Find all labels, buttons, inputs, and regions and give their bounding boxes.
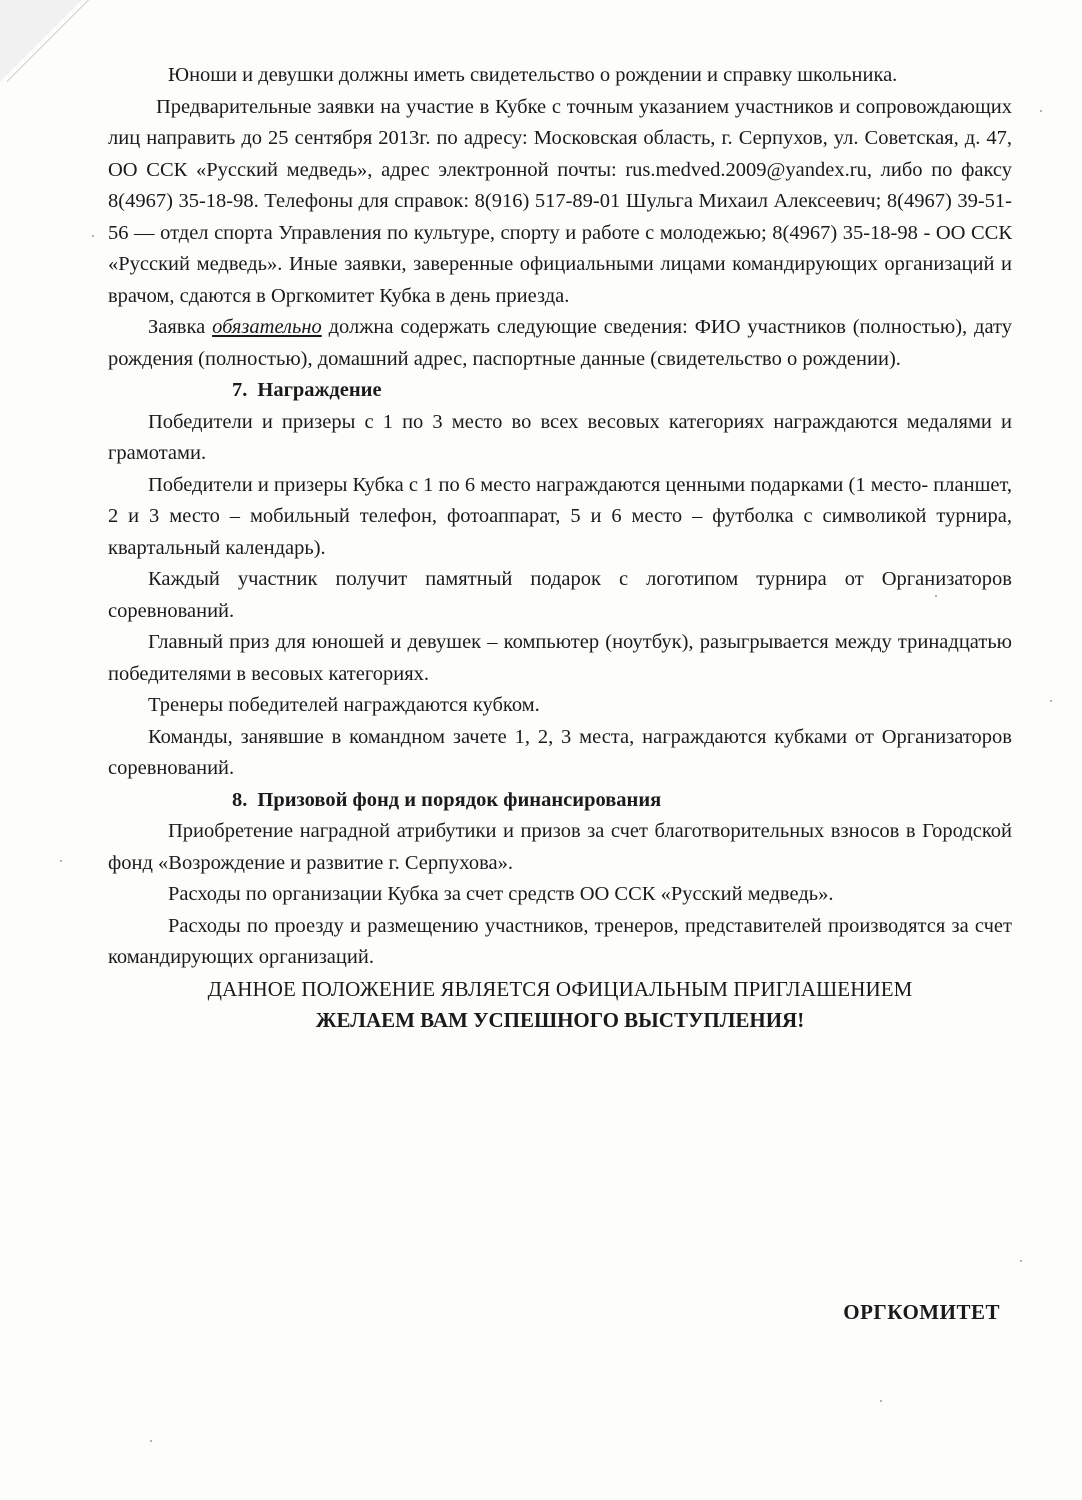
official-invitation-notice: ДАННОЕ ПОЛОЖЕНИЕ ЯВЛЯЕТСЯ ОФИЦИАЛЬНЫМ ПРИГЛАШЕНИЕМ: [207, 976, 913, 1001]
section-8-heading: [108, 785, 1012, 817]
paragraph-main-prize: Главный приз для юношей и девушек – компьютер (ноутбук), разыгрывается между тринадцатью победителями в весовых категориях.: [108, 631, 1012, 685]
paragraph-organization-costs: Расходы по организации Кубка за счет средств ОО ССК «Русский медведь».: [168, 883, 834, 905]
signature-orgcommittee: ОРГКОМИТЕТ: [843, 1300, 1000, 1324]
scan-speck: [880, 1400, 882, 1402]
scan-speck: [1050, 700, 1052, 702]
paragraph-preliminary-applications: Предварительные заявки на участие в Кубке с точным указанием участников и сопровождающих лиц направить до 25 сентября 2013г. по адресу: Московская область, г. Серпухов, ул. Советская, д. 47, ОО ССК «Русский медведь», адрес электронной почты: rus.medved.2009@yandex.ru, либо по факсу 8(4967) 35-18-98. Телефоны для справок: 8(916) 517-89-01 Шульга Михаил Алексеевич; 8(4967) 39-51-56 — отдел спорта Управления по культуре, спорту и работе с молодежью; 8(4967) 35-18-98 - ОО ССК «Русский медведь». Иные заявки, заверенные официальными лицами командирующих организаций и врачом, сдаются в Оргкомитет Кубка в день приезда.: [108, 95, 1012, 307]
paragraph-awards-medals: Победители и призеры с 1 по 3 место во всех весовых категориях награждаются медалями и грамотами.: [108, 410, 1012, 464]
section-8-title: Призовой фонд и порядок финансирования: [257, 788, 662, 811]
scan-speck: [60, 860, 62, 862]
section-7-heading: [108, 375, 1012, 407]
paragraph-awards-gifts: Победители и призеры Кубка с 1 по 6 место награждаются ценными подарками (1 место- планшет, 2 и 3 место – мобильный телефон, фотоаппарат, 5 и 6 место – футболка с символикой турнира, квартальный календарь).: [108, 473, 1012, 559]
section-7-title: Награждение: [257, 379, 382, 401]
scan-speck: [1040, 110, 1042, 112]
folded-corner: [0, 0, 82, 82]
paragraph-team-awards: Команды, занявшие в командном зачете 1, 2, 3 места, награждаются кубками от Организаторов соревнований.: [108, 725, 1012, 779]
emphasis-obligatory: обязательно: [212, 316, 322, 338]
good-luck-wish: ЖЕЛАЕМ ВАМ УСПЕШНОГО ВЫСТУПЛЕНИЯ!: [315, 1008, 805, 1032]
scan-speck: [150, 1440, 152, 1442]
paragraph-id-requirements: Юноши и девушки должны иметь свидетельство о рождении и справку школьника.: [168, 64, 898, 86]
paragraph-coaches-awards: Тренеры победителей награждаются кубком.: [148, 694, 540, 716]
scan-speck: [1020, 1260, 1022, 1262]
paragraph-memorial-gift: Каждый участник получит памятный подарок с логотипом турнира от Организаторов соревнований.: [108, 568, 1012, 622]
document-body: [108, 60, 1012, 1037]
section-7-number: 7.: [232, 379, 248, 401]
application-lead: Заявка: [148, 316, 213, 338]
paragraph-travel-costs: Расходы по проезду и размещению участников, тренеров, представителей производятся за счет командирующих организаций.: [108, 914, 1012, 968]
section-8-number: 8.: [232, 788, 248, 811]
paragraph-prize-funding: Приобретение наградной атрибутики и призов за счет благотворительных взносов в Городской фонд «Возрождение и развитие г. Серпухова».: [108, 820, 1012, 874]
application-details: должна содержать следующие сведения: ФИО участников (полностью), дату рождения (полностью), домашний адрес, паспортные данные (свидетельство о рождении).: [108, 316, 1012, 370]
scan-speck: [935, 595, 937, 597]
scan-speck: [92, 235, 94, 237]
paragraph-application-contents: [108, 312, 1012, 375]
